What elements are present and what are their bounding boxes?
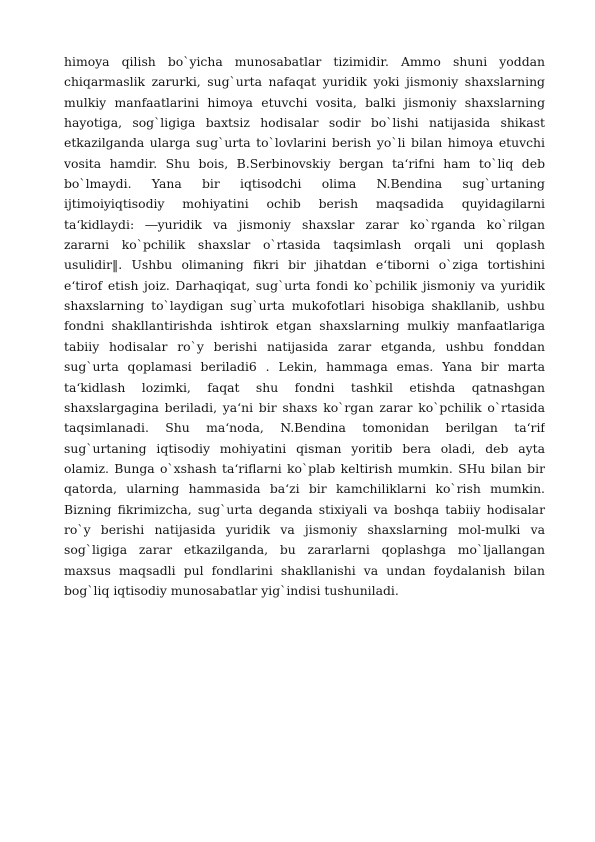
text-line: olamiz. Bunga o`xshash ta‘riflarni ko`plab keltirish mumkin. SHu bilan bir xyxy=(64,460,545,476)
text-line: maxsus maqsadli pul fondlarini shakllanishi va undan foydalanish bilan xyxy=(64,562,545,578)
text-line: ta‘kidlaydi: ―yuridik va jismoniy shaxslar zarar ko`rganda ko`rilgan xyxy=(64,216,545,232)
text-line: ijtimoiyiqtisodiy mohiyatini ochib berish maqsadida quyidagilarni xyxy=(64,196,545,212)
text-line: ro`y berishi natijasida yuridik va jismoniy shaxslarning mol-mulki va xyxy=(64,521,545,537)
text-line: vosita hamdir. Shu bois, B.Serbinovskiy bergan ta‘rifni ham to`liq deb xyxy=(64,155,545,171)
text-line: bog`liq iqtisodiy munosabatlar yig`indisi tushuniladi. xyxy=(64,582,399,598)
text-line: fondni shakllantirishda ishtirok etgan shaxslarning mulkiy manfaatlariga xyxy=(64,318,545,334)
text-line: himoya qilish bo`yicha munosabatlar tizimidir. Ammo shuni yoddan xyxy=(64,54,545,69)
text-line: sug`urtaning iqtisodiy mohiyatini qisman yoritib bera oladi, deb ayta xyxy=(64,440,545,456)
text-line: usulidir‖. Ushbu olimaning fikri bir jihatdan e‘tiborni o`ziga tortishini xyxy=(64,257,545,273)
text-line: sug`urta qoplamasi beriladi6 . Lekin, hammaga emas. Yana bir marta xyxy=(64,359,545,375)
text-line: bo`lmaydi. Yana bir iqtisodchi olima N.Bendina sug`urtaning xyxy=(64,176,545,192)
text-line: mulkiy manfaatlarini himoya etuvchi vosita, balki jismoniy shaxslarning xyxy=(64,94,545,110)
text-line: ta‘kidlash lozimki, faqat shu fondni tashkil etishda qatnashgan xyxy=(64,379,545,395)
text-line: taqsimlanadi. Shu ma‘noda, N.Bendina tomonidan berilgan ta‘rif xyxy=(64,420,545,436)
text-line: etkazilganda ularga sug`urta to`lovlarini berish yo`li bilan himoya etuvchi xyxy=(64,135,545,151)
text-line: tabiiy hodisalar ro`y berishi natijasida zarar etganda, ushbu fonddan xyxy=(64,338,545,354)
document-body xyxy=(64,52,545,601)
text-line: Bizning fikrimizcha, sug`urta deganda stixiyali va boshqa tabiiy hodisalar xyxy=(64,501,545,517)
text-line: hayotiga, sog`ligiga baxtsiz hodisalar sodir bo`lishi natijasida shikast xyxy=(64,115,545,131)
text-line: sog`ligiga zarar etkazilganda, bu zararlarni qoplashga mo`ljallangan xyxy=(64,542,545,558)
text-line: e‘tirof etish joiz. Darhaqiqat, sug`urta fondi ko`pchilik jismoniy va yuridik xyxy=(64,277,545,293)
text-line: shaxslargagina beriladi, ya‘ni bir shaxs ko`rgan zarar ko`pchilik o`rtasida xyxy=(64,399,545,415)
text-line: chiqarmaslik zarurki, sug`urta nafaqat yuridik yoki jismoniy shaxslarning xyxy=(64,74,545,90)
text-line: zararni ko`pchilik shaxslar o`rtasida taqsimlash orqali uni qoplash xyxy=(64,237,545,253)
text-line: shaxslarning to`laydigan sug`urta mukofotlari hisobiga shakllanib, ushbu xyxy=(64,298,545,314)
text-line: qatorda, ularning hammasida ba‘zi bir kamchiliklarni ko`rish mumkin. xyxy=(64,481,545,497)
